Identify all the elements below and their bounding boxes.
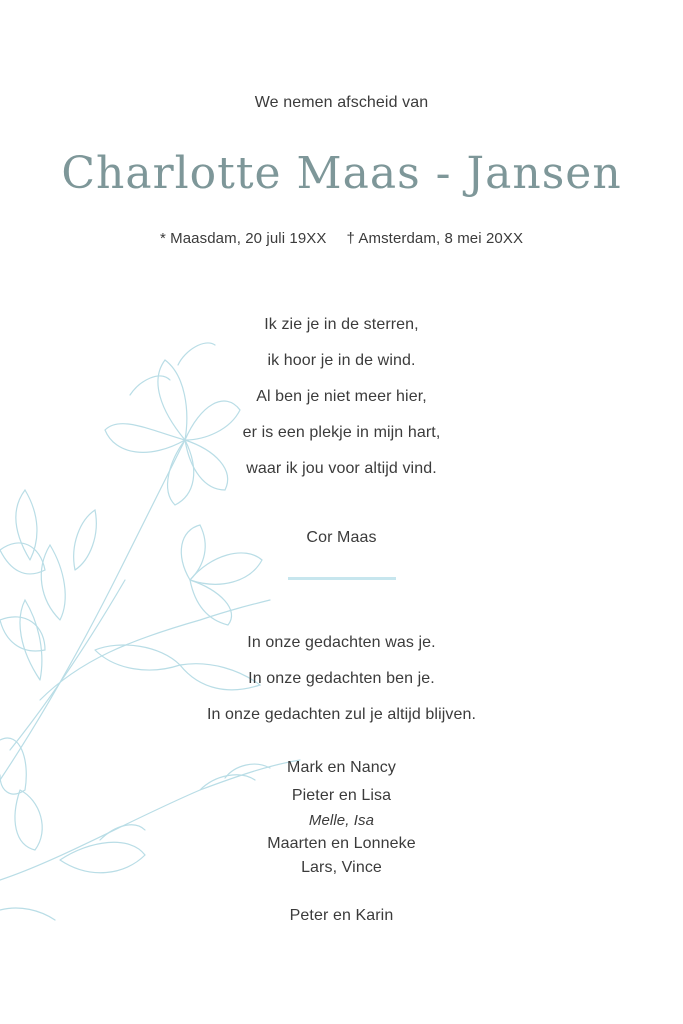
- deceased-name: Charlotte Maas - Jansen: [61, 148, 622, 199]
- death-date: † Amsterdam, 8 mei 20XX: [346, 230, 524, 247]
- birth-date: * Maasdam, 20 juli 19XX: [159, 230, 327, 247]
- thought-line-3: In onze gedachten zul je altijd blijven.: [206, 706, 477, 723]
- divider-line: [288, 577, 396, 580]
- family-line-4: Maarten en Lonneke: [267, 835, 416, 852]
- family-line-2: Pieter en Lisa: [291, 787, 392, 804]
- intro-text: We nemen afscheid van: [254, 94, 429, 111]
- family-line-5: Lars, Vince: [301, 859, 382, 876]
- poem-author: Cor Maas: [306, 529, 377, 546]
- poem-line-5: waar ik jou voor altijd vind.: [246, 460, 437, 477]
- family-line-6: Peter en Karin: [289, 907, 394, 924]
- thought-line-2: In onze gedachten ben je.: [248, 670, 435, 687]
- family-line-3: Melle, Isa: [308, 812, 375, 829]
- thought-line-1: In onze gedachten was je.: [247, 634, 436, 651]
- life-dates: [0, 230, 683, 247]
- poem-line-1: Ik zie je in de sterren,: [264, 316, 419, 333]
- family-line-1: Mark en Nancy: [287, 759, 396, 776]
- poem-line-3: Al ben je niet meer hier,: [256, 388, 427, 405]
- poem-line-2: ik hoor je in de wind.: [267, 352, 416, 369]
- poem-line-4: er is een plekje in mijn hart,: [242, 424, 441, 441]
